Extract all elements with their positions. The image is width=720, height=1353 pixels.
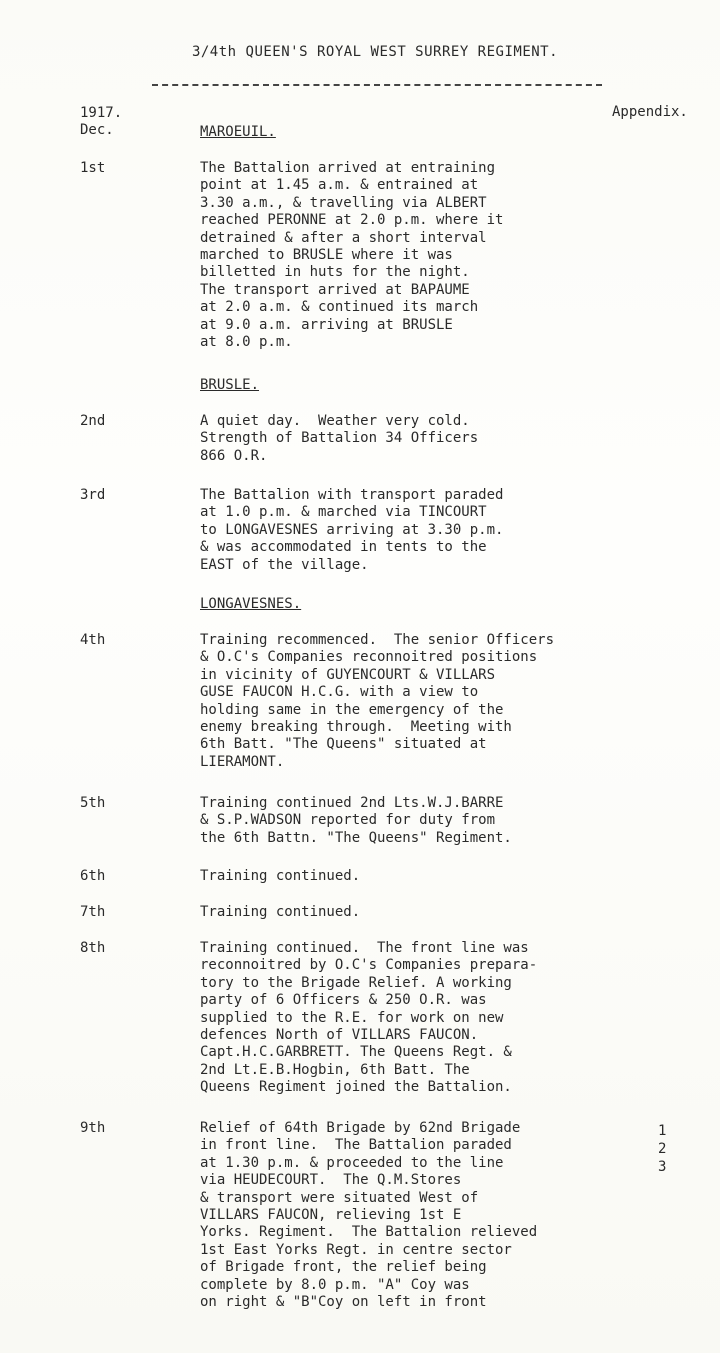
entry-date-9: 9th [80, 1120, 106, 1136]
entry-text-9: Relief of 64th Brigade by 62nd Brigade in front line. The Battalion paraded at 1.30 p.m. & proceeded to the line via HEUDECOURT. The Q.M.Stores & transport were situated West of VILLARS FAUCON, relieving 1st E Yorks. Regiment. The Battalion relieved 1st East Yorks Regt. in centre sector of Brigade front, the relief being complete by 8.0 p.m. "A" Coy was on right & "B"Coy on left in front [200, 1120, 538, 1311]
entry-date-7: 7th [80, 904, 106, 920]
entry-text-2: A quiet day. Weather very cold. Strength of Battalion 34 Officers 866 O.R. [200, 413, 479, 464]
entry-text-3: The Battalion with transport paraded at 1.0 p.m. & marched via TINCOURT to LONGAVESNES arriving at 3.30 p.m. & was accommodated in tents to the EAST of the village. [200, 487, 504, 573]
appendix-numbers: 1 2 3 [658, 1123, 667, 1175]
entry-date-2: 2nd [80, 413, 106, 429]
entry-date-3: 3rd [80, 487, 106, 503]
entry-date-4: 4th [80, 632, 106, 648]
month: Dec. [80, 122, 114, 138]
document-title: 3/4th QUEEN'S ROYAL WEST SURREY REGIMENT. [191, 44, 559, 60]
place-heading-brusle: BRUSLE. [200, 377, 260, 393]
appendix-label: Appendix. [612, 104, 688, 120]
entry-date-8: 8th [80, 940, 106, 956]
entry-date-6: 6th [80, 868, 106, 884]
date-header [80, 105, 122, 139]
entry-text-4: Training recommenced. The senior Officers & O.C's Companies reconnoitred positions in vicinity of GUYENCOURT & VILLARS GUSE FAUCON H.C.G. with a view to holding same in the emergency of the enemy breaking through. Meeting with 6th Batt. "The Queens" situated at LIERAMONT. [200, 632, 555, 770]
title-underline [152, 84, 602, 86]
entry-text-1: The Battalion arrived at entraining point at 1.45 a.m. & entrained at 3.30 a.m., & travelling via ALBERT reached PERONNE at 2.0 p.m. where it detrained & after a short interval marched to BRUSLE where it was billetted in huts for the night. The transport arrived at BAPAUME at 2.0 a.m. & continued its march at 9.0 a.m. arriving at BRUSLE at 8.0 p.m. [200, 160, 504, 351]
place-heading-maroeuil: MAROEUIL. [200, 124, 276, 140]
entry-text-7: Training continued. [200, 904, 361, 920]
entry-text-8: Training continued. The front line was reconnoitred by O.C's Companies prepara- tory to the Brigade Relief. A working party of 6 Officers & 250 O.R. was supplied to the R.E. for work on new defences North of VILLARS FAUCON. Capt.H.C.GARBRETT. The Queens Regt. & 2nd Lt.E.B.Hogbin, 6th Batt. The Queens Regiment joined the Battalion. [200, 940, 538, 1096]
entry-text-5: Training continued 2nd Lts.W.J.BARRE & S.P.WADSON reported for duty from the 6th Battn. "The Queens" Regiment. [200, 795, 512, 846]
entry-date-5: 5th [80, 795, 106, 811]
year: 1917. [80, 105, 123, 121]
entry-text-6: Training continued. [200, 868, 361, 884]
entry-date-1: 1st [80, 160, 106, 176]
place-heading-longavesnes: LONGAVESNES. [200, 596, 302, 612]
